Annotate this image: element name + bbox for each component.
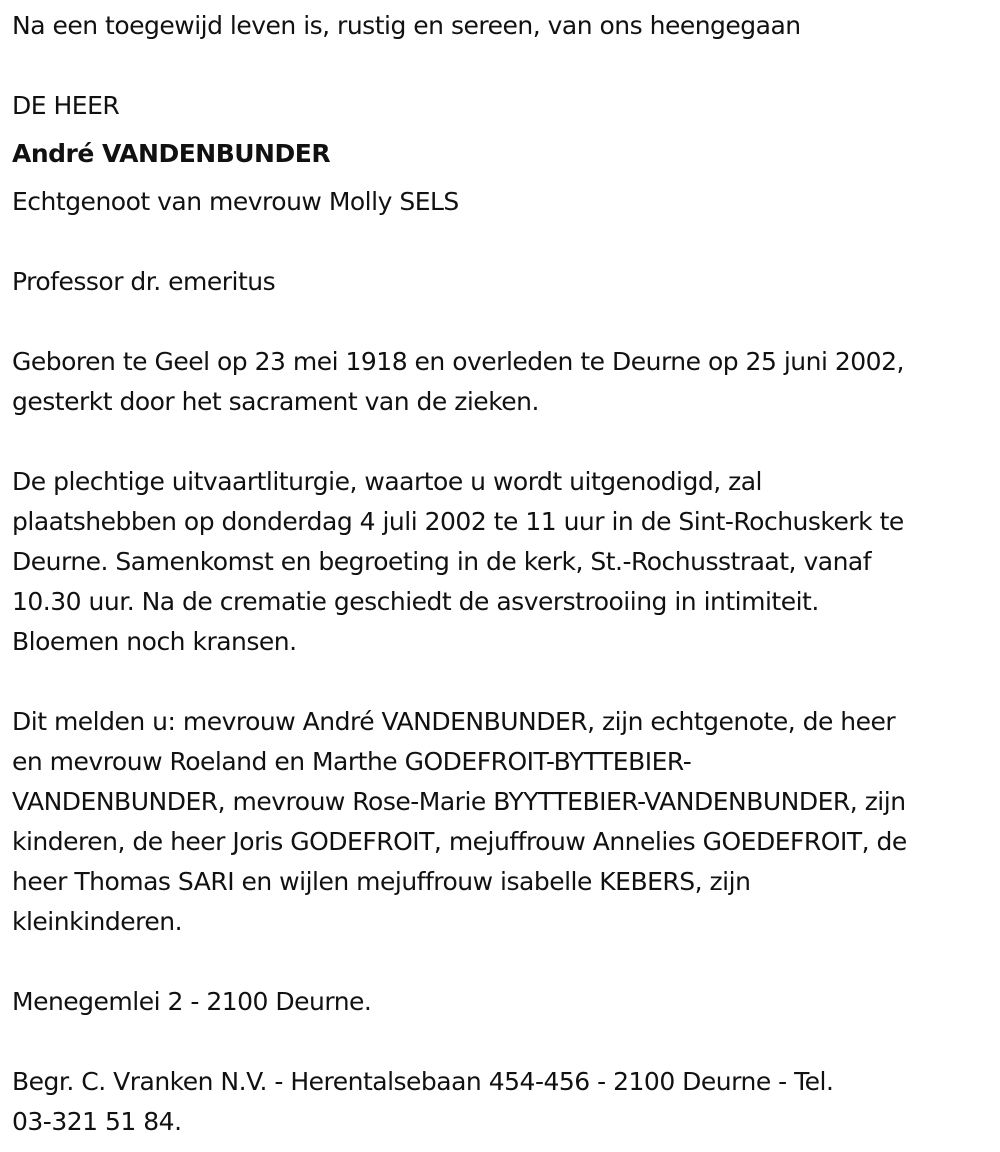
announcers-paragraph [12, 702, 988, 942]
paragraph-line: en mevrouw Roeland en Marthe GODEFROIT-BYTTEBIER- [12, 747, 692, 776]
academic-title: Professor dr. emeritus [12, 267, 276, 296]
deceased-name: André VANDENBUNDER [12, 139, 331, 168]
paragraph-line: Begr. C. Vranken N.V. - Herentalsebaan 454-456 - 2100 Deurne - Tel. [12, 1067, 834, 1096]
paragraph-line: 10.30 uur. Na de crematie geschiedt de asverstrooiing in intimiteit. [12, 587, 819, 616]
spouse-line: Echtgenoot van mevrouw Molly SELS [12, 187, 459, 216]
paragraph-line: gesterkt door het sacrament van de zieken. [12, 387, 539, 416]
salutation: DE HEER [12, 91, 120, 120]
paragraph-line: 03-321 51 84. [12, 1107, 182, 1136]
paragraph-line: Geboren te Geel op 23 mei 1918 en overleden te Deurne op 25 juni 2002, [12, 347, 904, 376]
paragraph-line: Bloemen noch kransen. [12, 627, 297, 656]
paragraph-line: heer Thomas SARI en wijlen mejuffrouw isabelle KEBERS, zijn [12, 867, 751, 896]
home-address: Menegemlei 2 - 2100 Deurne. [12, 987, 372, 1016]
paragraph-line: VANDENBUNDER, mevrouw Rose-Marie BYYTTEBIER-VANDENBUNDER, zijn [12, 787, 906, 816]
funeral-home-paragraph [12, 1062, 988, 1142]
paragraph-line: Deurne. Samenkomst en begroeting in de kerk, St.-Rochusstraat, vanaf [12, 547, 872, 576]
paragraph-line: plaatshebben op donderdag 4 juli 2002 te 11 uur in de Sint-Rochuskerk te [12, 507, 904, 536]
paragraph-line: kinderen, de heer Joris GODEFROIT, mejuffrouw Annelies GOEDEFROIT, de [12, 827, 907, 856]
birth-death-paragraph [12, 342, 988, 422]
funeral-paragraph [12, 462, 988, 662]
paragraph-line: De plechtige uitvaartliturgie, waartoe u wordt uitgenodigd, zal [12, 467, 762, 496]
intro-text: Na een toegewijd leven is, rustig en sereen, van ons heengegaan [12, 11, 801, 40]
paragraph-line: Dit melden u: mevrouw André VANDENBUNDER, zijn echtgenote, de heer [12, 707, 896, 736]
paragraph-line: kleinkinderen. [12, 907, 183, 936]
